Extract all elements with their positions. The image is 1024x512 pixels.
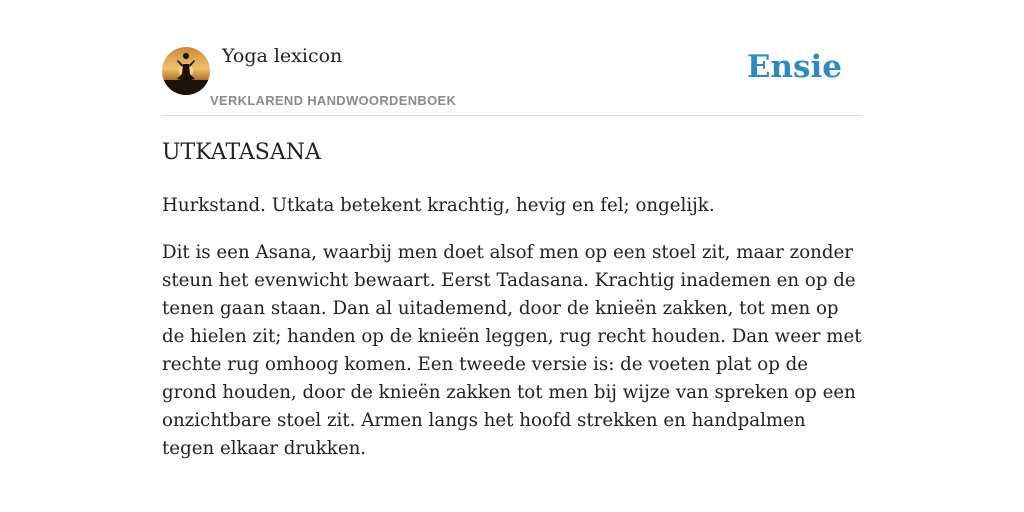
lexicon-avatar[interactable] <box>162 47 210 95</box>
entry-term: UTKATASANA <box>162 140 321 165</box>
entry-paragraph: Hurkstand. Utkata betekent krachtig, hevig en fel; ongelijk. <box>162 195 715 216</box>
entry-card <box>162 0 862 512</box>
header <box>162 0 862 116</box>
entry-paragraph: Dit is een Asana, waarbij men doet alsof men op een stoel zit, maar zonder steun het evenwicht bewaart. Eerst Tadasana. Krachtig inademen en op de tenen gaan staan. Dan al uitademend, door de knieën zakken, tot men op de hielen zit; handen op de knieën leggen, rug recht houden. Dan weer met rechte rug omhoog komen. Een tweede versie is: de voeten plat op de grond houden, door de knieën zakken tot men bij wijze van spreken op een onzichtbare stoel zit. Armen langs het hoofd strekken en handpalmen tegen elkaar drukken. <box>162 242 862 459</box>
meditation-silhouette-icon <box>162 47 210 95</box>
lexicon-subtitle: VERKLAREND HANDWOORDENBOEK <box>210 93 457 108</box>
lexicon-title[interactable]: Yoga lexicon <box>222 45 343 67</box>
brand-logo[interactable]: Ensie <box>746 49 842 85</box>
